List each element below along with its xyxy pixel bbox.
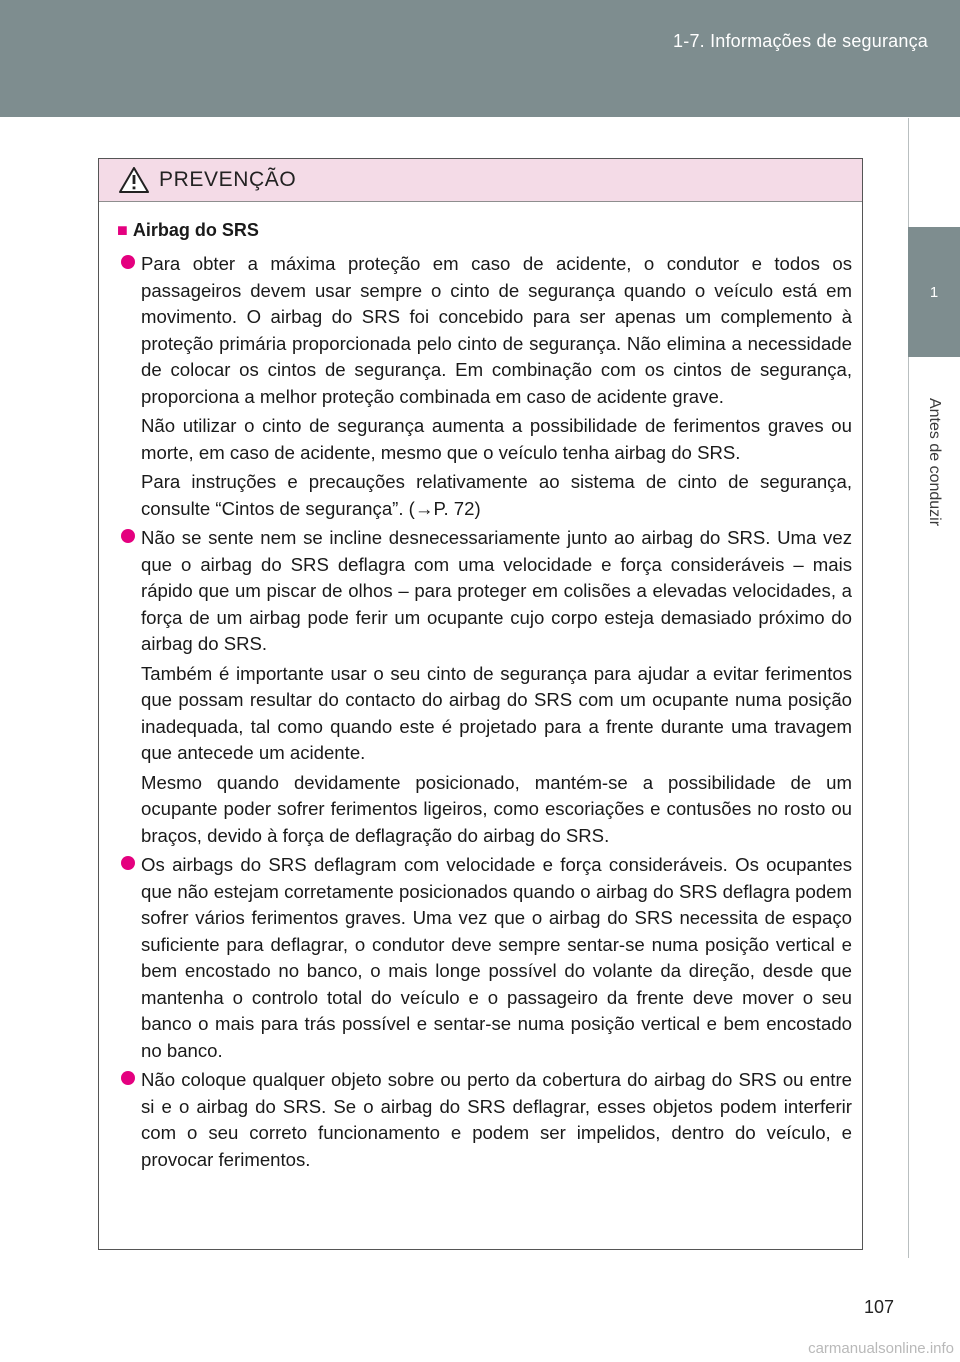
chapter-title: Antes de conduzir [926,397,944,527]
chapter-label [908,357,960,567]
chapter-tab [908,227,960,357]
warning-header [99,159,862,202]
circle-bullet-icon [121,255,135,269]
warning-content [99,202,862,1173]
bullet-item [117,852,852,1064]
bullet-item [117,251,852,522]
page-number: 107 [863,1297,894,1317]
section-header: 1-7. Informações de segurança [673,31,928,51]
bullet-item [117,525,852,849]
bullet-paragraph: Também é importante usar o seu cinto de segurança para ajudar a evitar ferimentos que possam resultar do contacto do airbag do SRS com um ocupante numa posição inadequada, tal como quando este é projetado para a frente durante uma travagem que antecede um acidente. [141,662,852,763]
section-heading [117,220,852,241]
warning-box [98,158,863,1250]
circle-bullet-icon [121,1071,135,1085]
bullet-list [117,251,852,1173]
watermark: carmanualsonline.info [808,1340,954,1357]
warning-triangle-icon [119,167,149,193]
bullet-paragraph: Para instruções e precauções relativamente ao sistema de cinto de segurança, consulte “Cintos de segurança”. (→P. 72) [141,471,852,519]
square-bullet-icon: ■ [117,220,128,240]
header-bar [0,0,960,117]
bullet-paragraph: Não coloque qualquer objeto sobre ou perto da cobertura do airbag do SRS ou entre si e o airbag do SRS. Se o airbag do SRS deflagrar, esses objetos podem interferir com o seu correto funcionamento e podem ser impelidos, dentro do veículo, e provocar ferimentos. [141,1069,852,1170]
section-heading-text: Airbag do SRS [132,220,259,240]
bullet-item [117,1067,852,1173]
circle-bullet-icon [121,856,135,870]
circle-bullet-icon [121,529,135,543]
chapter-number: 1 [929,283,939,301]
bullet-paragraph: Mesmo quando devidamente posicionado, mantém-se a possibilidade de um ocupante poder sofrer ferimentos ligeiros, como escoriações e contusões no rosto ou braços, devido à força de deflagração do airbag do SRS. [141,771,852,846]
bullet-paragraph: Para obter a máxima proteção em caso de acidente, o condutor e todos os passageiros devem usar sempre o cinto de segurança quando o veículo está em movimento. O airbag do SRS foi concebido para ser apenas um complemento à proteção primária proporcionada pelo cinto de segurança. Não elimina a necessidade de colocar os cintos de segurança. Em combinação com os cintos de segurança, proporciona a melhor proteção combinada em caso de acidente grave. [141,253,852,407]
bullet-paragraph: Não utilizar o cinto de segurança aumenta a possibilidade de ferimentos graves ou morte, em caso de acidente, mesmo que o veículo tenha airbag do SRS. [141,415,852,463]
bullet-paragraph: Não se sente nem se incline desnecessariamente junto ao airbag do SRS. Uma vez que o airbag do SRS deflagra com uma velocidade e força consideráveis – mais rápido que um piscar de olhos – para proteger em colisões a elevadas velocidades, a força de um airbag pode ferir um ocupante cujo corpo esteja demasiado próximo do airbag do SRS. [141,527,852,654]
warning-title: PREVENÇÃO [159,168,297,191]
bullet-paragraph: Os airbags do SRS deflagram com velocidade e força consideráveis. Os ocupantes que não estejam corretamente posicionados quando o airbag do SRS deflagra podem sofrer vários ferimentos graves. Uma vez que o airbag do SRS necessita de espaço suficiente para deflagrar, o condutor deve sempre sentar-se numa posição vertical e bem encostado no banco, o mais longe possível do volante da direção, desde que mantenha o controlo total do veículo e o passageiro da frente deve mover o seu banco o mais para trás possível e sentar-se numa posição vertical e bem encostado no banco. [141,854,852,1061]
